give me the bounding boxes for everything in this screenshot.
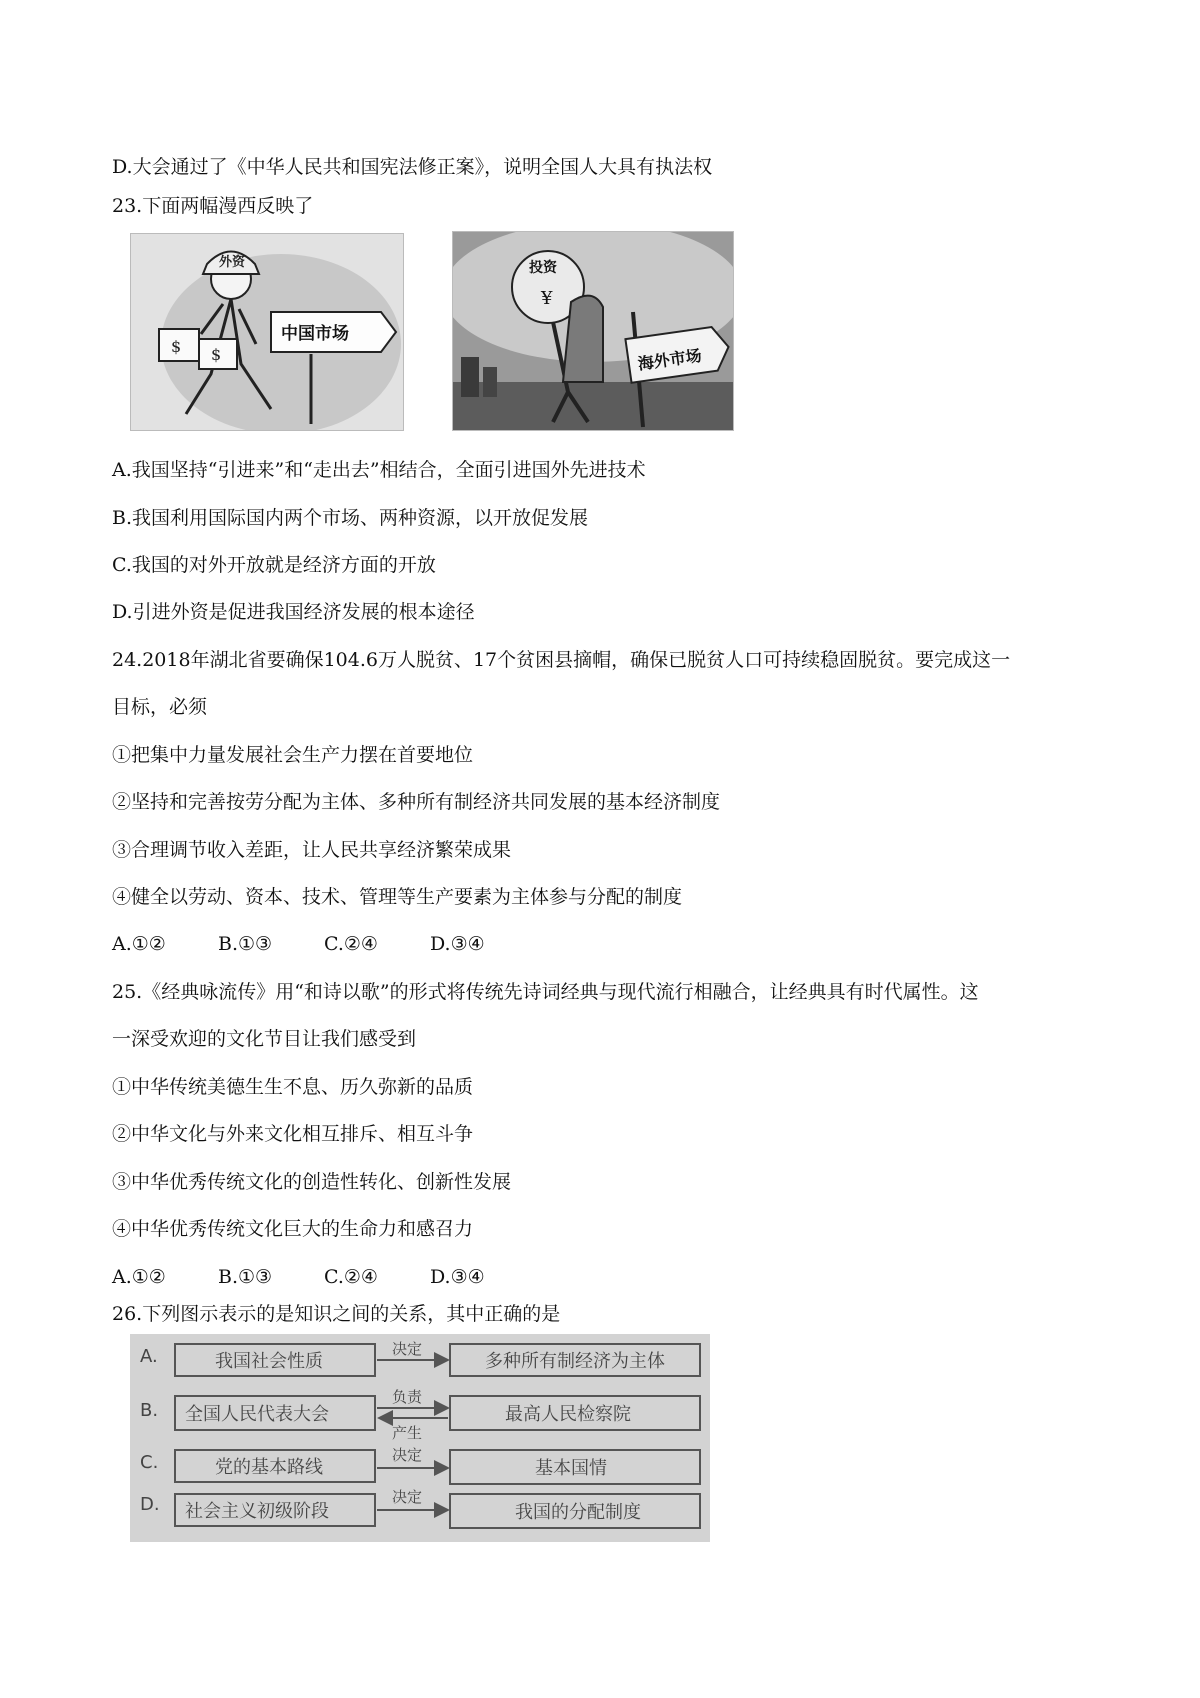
diagram-row-a-arrow: 决定 xyxy=(392,1340,423,1358)
q24-choices xyxy=(112,935,485,954)
diagram-row-d-letter: D. xyxy=(140,1494,160,1515)
diagram-row-a-left: 我国社会性质 xyxy=(215,1351,323,1372)
q23-option-d: D.引进外资是促进我国经济发展的根本途径 xyxy=(112,601,475,623)
hat-label: 外资 xyxy=(219,255,246,270)
q24-choice-d: D.③④ xyxy=(430,933,485,955)
q24-statement-3: ③合理调节收入差距，让人民共享经济繁荣成果 xyxy=(112,839,512,861)
q24-choice-b: B.①③ xyxy=(218,933,273,955)
money-symbol-1: $ xyxy=(171,337,182,356)
diagram-row-b-letter: B. xyxy=(140,1400,159,1421)
q25-choice-d: D.③④ xyxy=(430,1266,485,1288)
question-25-line-2: 一深受欢迎的文化节目让我们感受到 xyxy=(112,1028,417,1050)
diagram-row-d-right: 我国的分配制度 xyxy=(515,1502,641,1523)
bag-label: 投资 xyxy=(529,260,557,276)
money-symbol-2: $ xyxy=(211,345,222,364)
q25-choice-b: B.①③ xyxy=(218,1266,273,1288)
q25-choice-a: A.①② xyxy=(112,1266,166,1288)
diagram-row-d-left: 社会主义初级阶段 xyxy=(185,1501,329,1522)
q25-statement-3: ③中华优秀传统文化的创造性转化、创新性发展 xyxy=(112,1171,512,1193)
diagram-row-b-left: 全国人民代表大会 xyxy=(185,1404,329,1425)
q25-choices xyxy=(112,1268,485,1287)
diagram-row-c-left: 党的基本路线 xyxy=(215,1457,323,1478)
q24-statement-2: ②坚持和完善按劳分配为主体、多种所有制经济共同发展的基本经济制度 xyxy=(112,791,721,813)
cartoon-overseas-investment xyxy=(452,231,734,431)
diagram-row-a-letter: A. xyxy=(140,1346,158,1367)
diagram-row-b-right: 最高人民检察院 xyxy=(505,1404,631,1425)
sign-overseas-market: 海外市场 xyxy=(636,345,703,374)
question-23: 23.下面两幅漫西反映了 xyxy=(112,195,314,217)
q24-statement-1: ①把集中力量发展社会生产力摆在首要地位 xyxy=(112,744,474,766)
question-26: 26.下列图示表示的是知识之间的关系，其中正确的是 xyxy=(112,1303,561,1325)
q25-statement-2: ②中华文化与外来文化相互排斥、相互斗争 xyxy=(112,1123,474,1145)
diagram-row-b-arrow2: 产生 xyxy=(392,1424,423,1442)
diagram-row-d-arrow: 决定 xyxy=(392,1488,423,1506)
q23-option-c: C.我国的对外开放就是经济方面的开放 xyxy=(112,554,436,576)
q23-option-b: B.我国利用国际国内两个市场、两种资源，以开放促发展 xyxy=(112,507,589,529)
q24-choice-a: A.①② xyxy=(112,933,166,955)
diagram-row-b-arrow: 负责 xyxy=(392,1388,423,1406)
q22-option-d: D.大会通过了《中华人民共和国宪法修正案》，说明全国人大具有执法权 xyxy=(112,156,713,178)
question-24-line-2: 目标，必须 xyxy=(112,696,208,718)
diagram-row-c-right: 基本国情 xyxy=(535,1458,607,1479)
q25-statement-4: ④中华优秀传统文化巨大的生命力和感召力 xyxy=(112,1218,474,1240)
diagram-row-c-letter: C. xyxy=(140,1452,159,1473)
cartoon-foreign-capital xyxy=(130,233,404,431)
q25-statement-1: ①中华传统美德生生不息、历久弥新的品质 xyxy=(112,1076,474,1098)
question-25-line-1: 25.《经典咏流传》用“和诗以歌”的形式将传统先诗词经典与现代流行相融合，让经典具有时代属性。这 xyxy=(112,981,979,1003)
sign-china-market: 中国市场 xyxy=(281,324,349,344)
relationship-diagram xyxy=(130,1334,710,1542)
q24-statement-4: ④健全以劳动、资本、技术、管理等生产要素为主体参与分配的制度 xyxy=(112,886,683,908)
diagram-row-c-arrow: 决定 xyxy=(392,1446,423,1464)
q23-option-a: A.我国坚持“引进来”和“走出去”相结合，全面引进国外先进技术 xyxy=(112,459,646,481)
question-24-line-1: 24.2018年湖北省要确保104.6万人脱贫、17个贫困县摘帽，确保已脱贫人口可持续稳固脱贫。要完成这一 xyxy=(112,649,1011,671)
q24-choice-c: C.②④ xyxy=(324,933,378,955)
q25-choice-c: C.②④ xyxy=(324,1266,378,1288)
diagram-row-a-right: 多种所有制经济为主体 xyxy=(485,1351,665,1372)
currency-symbol: ¥ xyxy=(541,288,553,309)
